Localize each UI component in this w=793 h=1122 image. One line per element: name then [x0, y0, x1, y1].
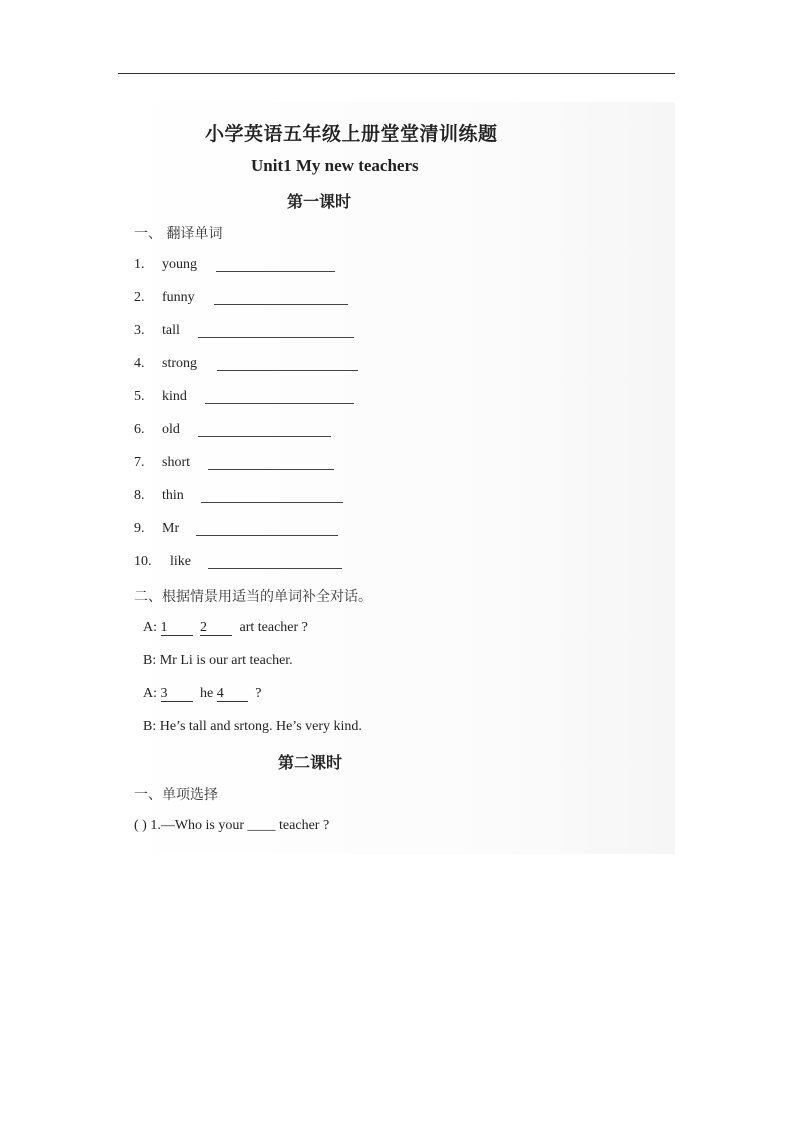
item-number: 2.	[134, 290, 145, 305]
item-word: kind	[162, 389, 187, 404]
answer-blank[interactable]	[196, 535, 338, 536]
scanned-page-area	[118, 102, 675, 854]
answer-blank[interactable]	[208, 469, 334, 470]
vocab-item	[0, 554, 793, 574]
item-word: thin	[162, 488, 184, 503]
lesson2-section1-heading: 一、单项选择	[134, 787, 218, 803]
dialogue-text: ?	[255, 686, 262, 701]
item-number: 7.	[134, 455, 145, 470]
vocab-item	[0, 389, 793, 409]
answer-blank[interactable]	[217, 370, 358, 371]
speaker-label: A:	[143, 686, 161, 701]
dialogue-blank[interactable]: 3	[161, 686, 193, 702]
dialogue-line-2: B: Mr Li is our art teacher.	[143, 653, 293, 668]
lesson2-title: 第二课时	[278, 753, 343, 772]
section1-heading: 一、 翻译单词	[134, 226, 223, 242]
item-number: 5.	[134, 389, 145, 404]
answer-blank[interactable]	[198, 436, 331, 437]
header-rule	[118, 73, 675, 74]
item-number: 1.	[134, 257, 145, 272]
dialogue-blank[interactable]: 2	[200, 620, 232, 636]
vocab-item	[0, 356, 793, 376]
dialogue-text: he	[200, 686, 214, 701]
item-number: 6.	[134, 422, 145, 437]
dialogue-line-4: B: He’s tall and srtong. He’s very kind.	[143, 719, 362, 734]
dialogue-line-1	[143, 620, 308, 636]
section2-heading: 二、根据情景用适当的单词补全对话。	[134, 589, 372, 605]
item-number: 3.	[134, 323, 145, 338]
answer-blank[interactable]	[201, 502, 343, 503]
vocab-item	[0, 521, 793, 541]
vocab-item	[0, 455, 793, 475]
worksheet-title: 小学英语五年级上册堂堂清训练题	[205, 123, 498, 145]
item-word: like	[170, 554, 191, 569]
multiple-choice-question: ( ) 1.—Who is your ____ teacher ?	[134, 818, 330, 833]
item-word: young	[162, 257, 197, 272]
dialogue-blank[interactable]: 1	[161, 620, 193, 636]
answer-blank[interactable]	[205, 403, 354, 404]
item-number: 9.	[134, 521, 145, 536]
dialogue-text: art teacher ?	[239, 620, 308, 635]
item-word: strong	[162, 356, 197, 371]
dialogue-blank[interactable]: 4	[217, 686, 248, 702]
item-word: Mr	[162, 521, 180, 536]
unit-title: Unit1 My new teachers	[251, 156, 419, 175]
vocab-item	[0, 257, 793, 277]
lesson1-title: 第一课时	[287, 192, 352, 211]
answer-blank[interactable]	[214, 304, 348, 305]
item-number: 4.	[134, 356, 145, 371]
vocab-item	[0, 488, 793, 508]
item-word: tall	[162, 323, 180, 338]
item-word: old	[162, 422, 180, 437]
vocab-item	[0, 290, 793, 310]
vocab-item	[0, 323, 793, 343]
answer-blank[interactable]	[208, 568, 342, 569]
item-number: 8.	[134, 488, 145, 503]
item-word: funny	[162, 290, 195, 305]
answer-blank[interactable]	[216, 271, 335, 272]
item-word: short	[162, 455, 190, 470]
vocab-item	[0, 422, 793, 442]
speaker-label: A:	[143, 620, 161, 635]
answer-blank[interactable]	[198, 337, 354, 338]
item-number: 10.	[134, 554, 152, 569]
dialogue-line-3	[143, 686, 261, 702]
